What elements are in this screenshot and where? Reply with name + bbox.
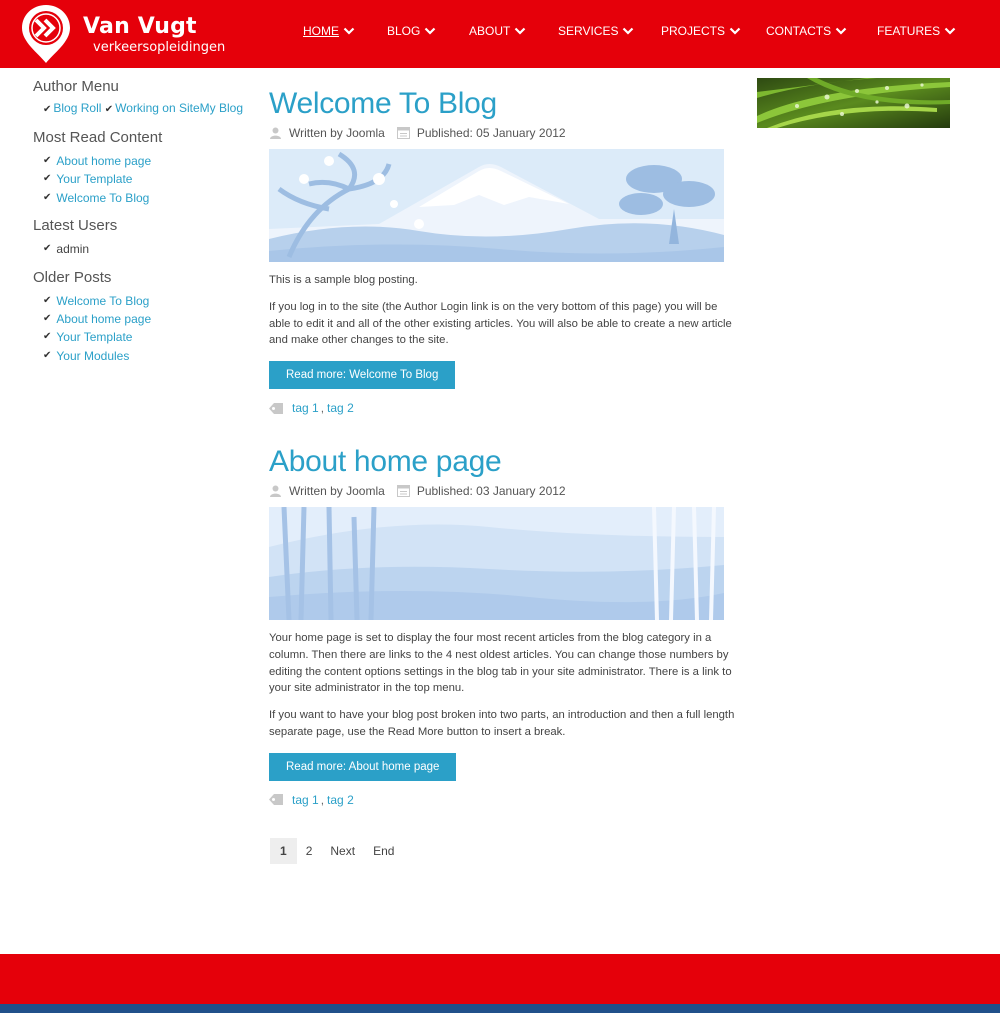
main-nav [280,0,960,68]
check-icon: ✔ [43,191,52,203]
check-icon: ✔ [43,294,52,306]
mountain-blossom-illustration [269,149,724,262]
chevron-down-icon [424,26,436,36]
nav-item-home[interactable] [303,24,355,38]
site-header [0,0,1000,68]
author-menu-heading: Author Menu [33,78,119,95]
tag-link[interactable]: tag 1 [292,401,319,416]
most-read-list [33,152,253,207]
chevron-down-icon [343,26,355,36]
older-post-link[interactable]: Welcome To Blog [56,293,150,308]
post-author: Written by Joomla [289,484,385,498]
tag-icon [269,794,283,805]
tag-link[interactable]: tag 2 [327,401,354,416]
most-read-link[interactable]: About home page [56,154,152,168]
post-paragraph: Your home page is set to display the four most recent articles from the blog category in a column. Then there are links to the 4 nest oldest articles. You can change those numbers by editing the content options settings in the blog tab in your site administrator. There is a link to your site administrator in the top menu. [269,632,732,695]
post-author: Written by Joomla [289,126,385,140]
check-icon: ✔ [43,104,52,115]
latest-users-list [33,240,253,258]
nav-item-about[interactable] [469,24,526,38]
list-item [33,347,253,365]
author-menu-item[interactable]: Blog Roll [53,101,102,115]
calendar-icon [397,485,410,497]
older-post-link[interactable]: About home page [56,312,152,327]
grass-droplets-image [757,78,950,128]
nav-label: CONTACTS [766,24,832,38]
post-title-link[interactable]: About home page [269,445,502,478]
check-icon: ✔ [43,243,52,255]
tag-icon [269,403,283,414]
user-icon [269,485,282,497]
nav-item-blog[interactable] [387,24,436,38]
user-name: admin [56,242,90,257]
chevron-down-icon [514,26,526,36]
footer-bottom-bar [0,1004,1000,1013]
nav-label: SERVICES [558,24,619,38]
post-published: Published: 05 January 2012 [416,126,566,140]
blog-post [269,86,739,415]
list-item [33,189,253,207]
page-current: 1 [270,838,297,864]
check-icon: ✔ [43,331,52,343]
older-post-link[interactable]: Your Modules [56,348,130,363]
check-icon: ✔ [43,155,52,166]
page-next[interactable]: Next [330,844,356,858]
post-paragraph: If you log in to the site (the Author Login link is on the very bottom of this page) you will be able to edit it and all of the other existing articles. You will also be able to create a new article and make other changes to the site. [269,300,732,347]
nav-item-features[interactable] [877,24,956,38]
nav-item-services[interactable] [558,24,634,38]
older-posts-heading: Older Posts [33,268,112,286]
chevron-down-icon [622,26,634,36]
post-meta [269,484,739,498]
tag-link[interactable]: tag 1 [292,792,319,807]
most-read-heading: Most Read Content [33,129,163,146]
author-menu [33,101,253,115]
blog-post [269,444,739,807]
nav-label: FEATURES [877,24,941,38]
post-title-link[interactable]: Welcome To Blog [269,87,497,120]
post-meta [269,126,739,140]
check-icon: ✔ [104,104,114,115]
list-item [33,170,253,188]
tag-link[interactable]: tag 2 [327,792,354,807]
post-tags: tag 1 , tag 2 [269,401,739,415]
logo-title: Van Vugt [83,14,197,39]
list-item [33,292,253,310]
latest-users-heading: Latest Users [33,217,118,235]
post-paragraph: This is a sample blog posting. [269,274,418,286]
most-read-link[interactable]: Your Template [56,172,133,187]
chevron-down-icon [944,26,956,36]
nav-label: ABOUT [469,24,511,38]
check-icon: ✔ [43,173,52,185]
calendar-icon [397,127,410,139]
map-pin-double-chevron-icon [20,4,72,64]
list-item [33,328,253,346]
older-posts-list [33,292,253,366]
bamboo-landscape-illustration [269,507,724,620]
nav-label: BLOG [387,24,421,38]
most-read-link[interactable]: Welcome To Blog [56,190,150,205]
read-more-button[interactable]: Read more: Welcome To Blog [269,361,455,389]
list-item [33,240,253,258]
logo-subtitle: verkeersopleidingen [93,40,226,55]
user-icon [269,127,282,139]
older-post-link[interactable]: Your Template [56,330,133,345]
post-published: Published: 03 January 2012 [416,484,566,498]
list-item [33,152,253,170]
post-paragraph: If you want to have your blog post broken into two parts, an introduction and then a full length separate page, use the Read More button to insert a break. [269,709,735,738]
check-icon: ✔ [43,313,52,325]
chevron-down-icon [729,26,741,36]
page-end[interactable]: End [373,844,395,858]
read-more-button[interactable]: Read more: About home page [269,753,456,781]
page-link[interactable]: 2 [305,844,313,858]
list-item [33,310,253,328]
nav-label: PROJECTS [661,24,726,38]
site-logo[interactable] [20,4,250,64]
author-menu-item[interactable]: Working on SiteMy Blog [115,101,243,115]
check-icon: ✔ [43,349,52,361]
nav-item-contacts[interactable] [766,24,847,38]
pagination [270,838,403,864]
chevron-down-icon [835,26,847,36]
post-tags: tag 1 , tag 2 [269,793,739,807]
site-footer [0,954,1000,1004]
nav-label: HOME [303,24,339,38]
sidebar [33,78,253,375]
nav-item-projects[interactable] [661,24,741,38]
